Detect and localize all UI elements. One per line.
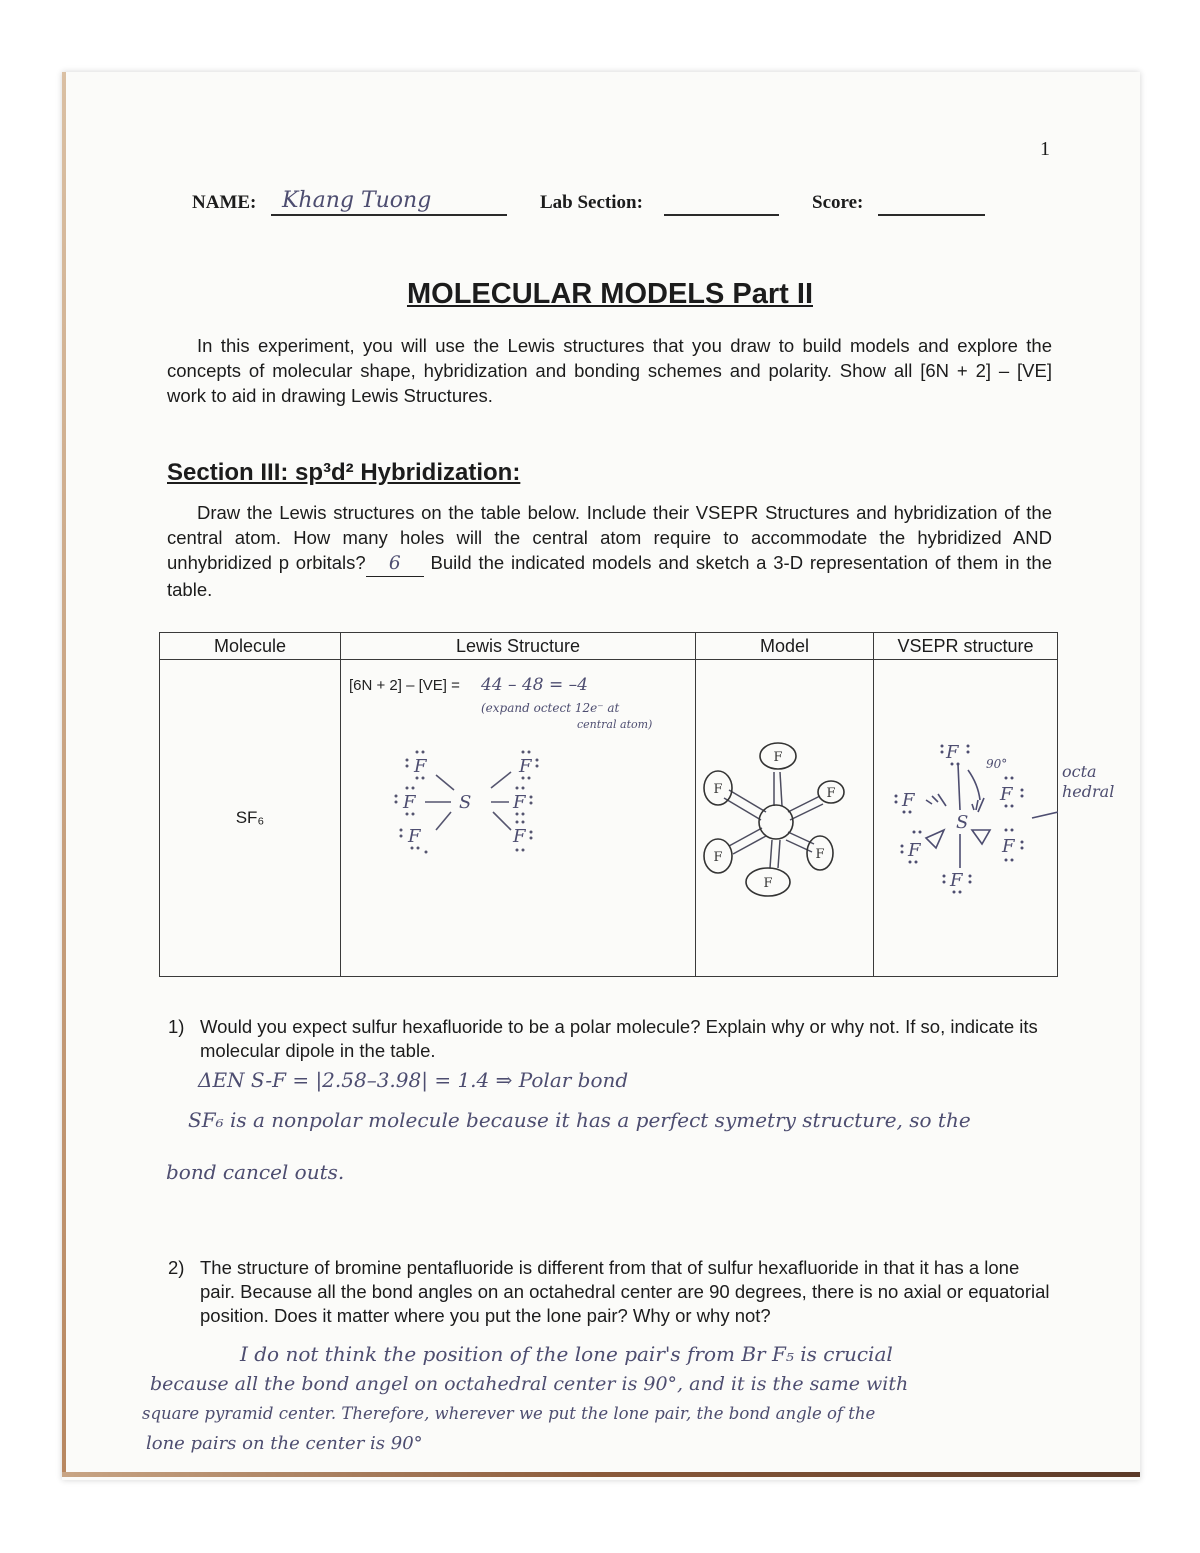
vsepr-f-bottom: F [950, 870, 963, 891]
lewis-note-2: central atom) [577, 718, 653, 731]
lab-section-line[interactable] [664, 214, 779, 216]
lewis-f-5: F [513, 792, 526, 813]
score-line[interactable] [878, 214, 985, 216]
lewis-atoms [402, 756, 533, 847]
question-2-answer-line-2: because all the bond angel on octahedral center is 90°, and it is the same with [150, 1373, 909, 1395]
model-central-atom [759, 805, 793, 839]
model-f-6: F [763, 876, 773, 891]
lewis-formula-answer: 44 – 48 = –4 [481, 675, 588, 695]
page-number: 1 [1040, 138, 1050, 160]
name-line [271, 214, 507, 216]
section-text-after: Build the indicated models and sketch a 3-D representation of them in the table. [167, 552, 1052, 600]
lewis-structure-drawing [341, 660, 695, 976]
lab-section-label: Lab Section: [540, 192, 643, 213]
vsepr-label-2: hedral [1062, 782, 1115, 801]
vsepr-drawing [874, 660, 1058, 976]
holes-answer-blank[interactable] [366, 550, 424, 577]
question-1-number: 1) [168, 1016, 185, 1037]
molecule-name: SF₆ [235, 808, 265, 827]
question-1-answer-line-2: SF₆ is a nonpolar molecule because it has a perfect symetry structure, so the [188, 1108, 971, 1132]
question-2-text: The structure of bromine pentafluoride is different from that of sulfur hexafluoride in that it has a lone pair. Because all the bond angles on an octahedral center are 90 degrees, there is no axial or equatorial position. Does it matter where you put the lone pair? Why or why not? [200, 1257, 1050, 1326]
vsepr-shape-annotation [1062, 762, 1114, 802]
score-label: Score: [812, 192, 864, 213]
vsepr-label-1: octa [1062, 762, 1097, 781]
section-text-before: Draw the Lewis structures on the table below. Include their VSEPR Structures and hybridization of the central atom. How many holes will the central atom require to accommodate the hybridized AND unhybridized p orbitals? [167, 502, 1052, 573]
holes-answer: 6 [388, 553, 401, 574]
model-fluorine-balls [704, 743, 844, 896]
intro-paragraph: In this experiment, you will use the Lewis structures that you draw to build models and explore the concepts of molecular shape, hybridization and bonding schemes and polarity. Show all [6N + 2] – [VE] work to aid in drawing Lewis Structures. [167, 335, 1052, 406]
model-f-4: F [713, 850, 723, 865]
page-title: MOLECULAR MODELS Part II [406, 278, 813, 310]
question-2-answer-line-1: I do not think the position of the lone pair's from Br F₅ is crucial [240, 1342, 893, 1366]
question-1-answer-line-1: ΔEN S-F = |2.58–3.98| = 1.4 ⇒ Polar bond [198, 1068, 629, 1092]
model-f-1: F [713, 782, 723, 797]
name-label: NAME: [192, 192, 257, 213]
cell-vsepr [874, 660, 1058, 977]
vsepr-f-top: F [946, 742, 959, 763]
header-model: Model [696, 633, 874, 660]
lewis-f-2: F [403, 792, 416, 813]
question-2-number: 2) [168, 1257, 185, 1278]
vsepr-f-left-back: F [902, 790, 915, 811]
lewis-f-1: F [414, 756, 427, 777]
paper-edge-bottom [62, 1472, 1140, 1477]
question-1-answer-line-3: bond cancel outs. [166, 1160, 345, 1184]
header-lewis: Lewis Structure [341, 633, 696, 660]
vsepr-f-right-back: F [1000, 784, 1013, 805]
lewis-note-1: (expand octect 12e⁻ at [481, 701, 620, 715]
question-2-answer-line-4: lone pairs on the center is 90° [146, 1433, 423, 1454]
question-1-text: Would you expect sulfur hexafluoride to be a polar molecule? Explain why or why not. If so, indicate its molecular dipole in the table. [200, 1016, 1038, 1061]
lewis-formula-label: [6N + 2] – [VE] = [349, 677, 460, 694]
section-instructions [167, 500, 1052, 602]
lewis-f-4: F [519, 756, 532, 777]
name-value: Khang Tuong [282, 188, 432, 213]
vsepr-angle: 90° [986, 757, 1008, 771]
question-2-answer-line-3: square pyramid center. Therefore, wherever we put the lone pair, the bond angle of the [142, 1404, 876, 1423]
model-sticks [724, 772, 823, 868]
lewis-f-6: F [513, 826, 526, 847]
header-molecule: Molecule [160, 633, 341, 660]
cell-model [696, 660, 874, 977]
model-f-5: F [815, 847, 825, 862]
vsepr-f-left-front: F [908, 840, 921, 861]
vsepr-f-right-front: F [1002, 836, 1015, 857]
lewis-f-3: F [408, 826, 421, 847]
header-vsepr: VSEPR structure [874, 633, 1058, 660]
section-heading: Section III: sp³d² Hybridization: [167, 459, 521, 486]
lewis-central-s: S [459, 792, 472, 813]
molecule-table [159, 632, 1058, 977]
cell-lewis [341, 660, 696, 977]
ball-and-stick-model [696, 660, 874, 976]
vsepr-bonds [926, 764, 1058, 868]
vsepr-central-s: S [956, 812, 969, 833]
cell-molecule [160, 660, 341, 977]
model-f-3: F [826, 786, 836, 801]
model-f-2: F [773, 750, 783, 765]
